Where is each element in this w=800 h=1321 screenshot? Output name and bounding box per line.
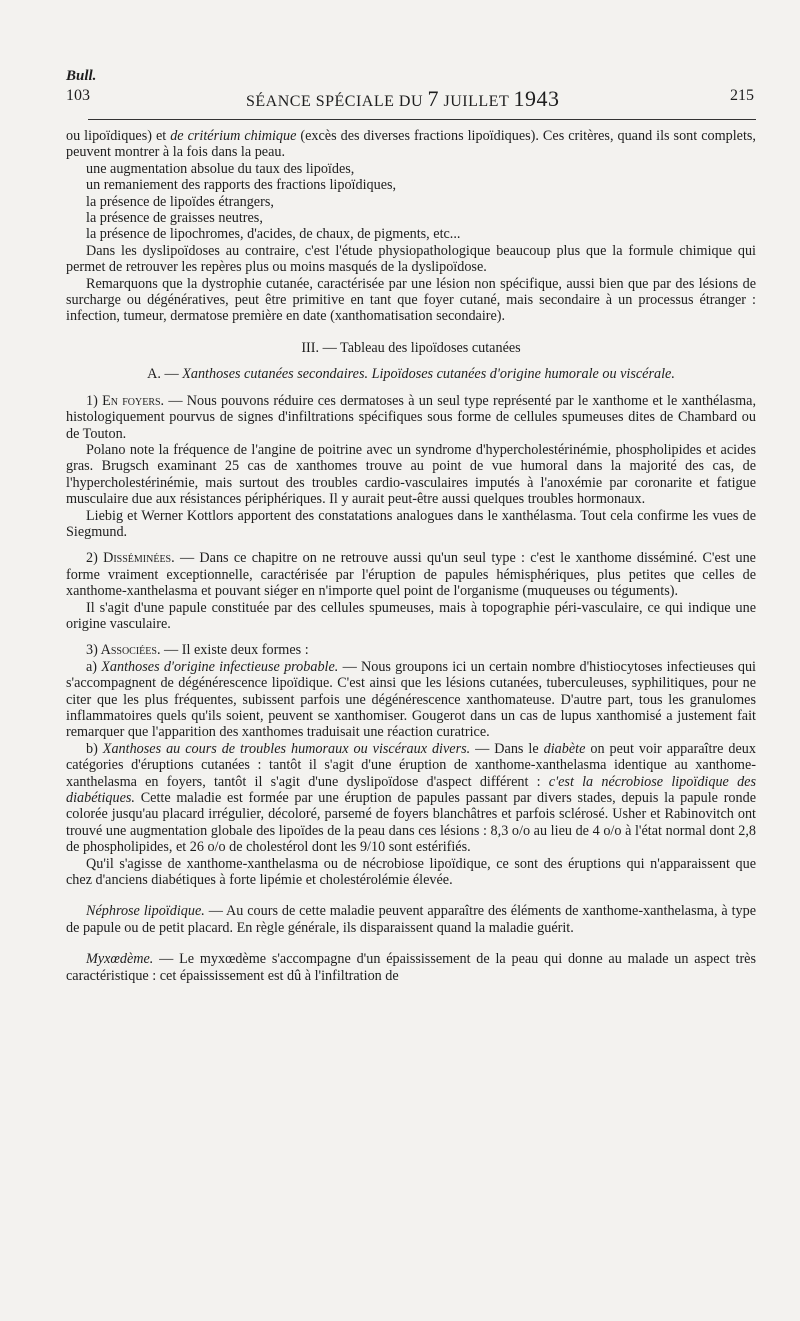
volume-number: 103 — [66, 87, 90, 104]
page-number: 215 — [730, 87, 754, 104]
list-item: la présence de lipoïdes étrangers, — [86, 193, 274, 210]
paragraph: Myxœdème. — Le myxœdème s'accompagne d'un épaississement de la peau qui donne au malade un aspect très caractéristique : cet épaississement est dû à l'infiltration de — [66, 951, 756, 984]
paragraph: Qu'il s'agisse de xanthome-xanthelasma ou de nécrobiose lipoïdique, ce sont des éruptions qui n'apparaissent que chez d'anciens diabétiques à forte lipémie et cholestérolémie élevée. — [66, 855, 756, 889]
paragraph: Liebig et Werner Kottlors apportent des constatations analogues dans le xanthélasma. Tout cela confirme les vues de Siegmund. — [66, 507, 756, 540]
paragraph: ou lipoïdiques) et de critérium chimique (excès des diverses fractions lipoïdiques). Ces critères, quand ils sont complets, peuvent montrer à la fois dans la peau. — [66, 128, 756, 161]
paragraph: 1) En foyers. — Nous pouvons réduire ces dermatoses à un seul type représenté par le xanthome et le xanthélasma, histologiquement pourvus de signes d'infiltrations spécifiques sous forme de cellules spumeuses dites de Chambard ou de Touton. — [66, 392, 756, 442]
paragraph: Dans les dyslipoïdoses au contraire, c'est l'étude physiopathologique beaucoup plus que la formule chimique qui permet de retrouver les repères plus ou moins masqués de la dyslipoïdose. — [66, 242, 756, 276]
list-item: un remaniement des rapports des fractions lipoïdiques, — [86, 177, 397, 194]
list-item: une augmentation absolue du taux des lipoïdes, — [86, 160, 355, 177]
journal-abbrev: Bull. — [66, 68, 97, 84]
subsection-heading: A. — Xanthoses cutanées secondaires. Lipoïdoses cutanées d'origine humorale ou viscérale. — [147, 366, 675, 383]
running-title: SÉANCE SPÉCIALE DU 7 JUILLET 1943 — [246, 86, 560, 111]
article-body — [66, 128, 756, 984]
paragraph: Néphrose lipoïdique. — Au cours de cette maladie peuvent apparaître des éléments de xanthome-xanthelasma, à type de papule ou de petit placard. En règle générale, ils disparaissent quand la maladie guérit. — [66, 903, 756, 936]
paragraph: Polano note la fréquence de l'angine de poitrine avec un syndrome d'hypercholestérinémie, phospholipides et acides gras. Brugsch examinant 25 cas de xanthomes trouve au point de vue humoral dans la majorité des cas, de l'hypercholestérinémie, mais surtout des troubles cardio-vasculaires imputés à l'anoxémie par coronarite et fatigue musculaire due aux résistances périphériques. Il y aurait peut-être aussi quelques troubles hormonaux. — [66, 441, 756, 508]
section-heading: III. — Tableau des lipoïdoses cutanées — [301, 339, 521, 356]
paragraph: Remarquons que la dystrophie cutanée, caractérisée par une lésion non spécifique, aussi bien que par des lésions de surcharge ou dégénératives, peut être primitive en tant que foyer cutané, mais secondaire à un processus étranger : infection, tumeur, dermatose première en date (xanthomatisation secondaire). — [66, 275, 756, 325]
list-item: la présence de lipochromes, d'acides, de chaux, de pigments, etc... — [86, 226, 461, 243]
paragraph: 3) Associées. — Il existe deux formes : — [86, 642, 309, 659]
paragraph: b) Xanthoses au cours de troubles humoraux ou viscéraux divers. — Dans le diabète on peut voir apparaître deux catégories d'éruptions cutanées : tantôt il s'agit d'une éruption de xanthome-xanthelasma identique au xanthome-xanthelasma en foyers, tantôt il s'agit d'une dyslipoïdose d'aspect différent : c'est la nécrobiose lipoïdique des diabétiques. Cette maladie est formée par une éruption de papules passant par divers stades, depuis la papule ronde colorée jusqu'au placard irrégulier, décoloré, parsemé de foyers blanchâtres et parfois sclérosé. Usher et Rabinovitch ont trouvé une augmentation globale des lipoïdes de la peau dans ces lésions : 8,3 o/o au lieu de 4 o/o à l'état normal dont 2,8 de phospholipides, et 26 o/o de cholestérol dont les 9/10 sont estérifiés. — [66, 740, 756, 856]
paragraph: a) Xanthoses d'origine infectieuse probable. — Nous groupons ici un certain nombre d'histiocytoses infectieuses qui s'accompagnent de dégénérescence lipoïdique. C'est ainsi que les lésions cutanées, tuberculeuses, syphilitiques, pour ne citer que les plus fréquentes, subissent parfois une dégénérescence xanthomateuse. D'autre part, tous les granulomes inflammatoires quels qu'ils soient, peuvent se xanthomiser. Gougerot dans un cas de lupus xanthomisé a justement fait remarquer que l'apparition des xanthomes traduisait une réaction curatrice. — [66, 658, 756, 741]
list-item: la présence de graisses neutres, — [86, 210, 263, 227]
header-rule — [88, 119, 756, 120]
paragraph: 2) Disséminées. — Dans ce chapitre on ne retrouve aussi qu'un seul type : c'est le xanthome disséminé. C'est une forme vraiment exceptionnelle, caractérisée par l'éruption de papules hémisphériques, plus petites que celles de xanthome-xanthelasma et pouvant siéger en n'importe quel point de l'organisme (muqueuses ou téguments). — [66, 550, 756, 600]
paragraph: Il s'agit d'une papule constituée par des cellules spumeuses, mais à topographie péri-vasculaire, ce qui indique une origine vasculaire. — [66, 599, 756, 632]
